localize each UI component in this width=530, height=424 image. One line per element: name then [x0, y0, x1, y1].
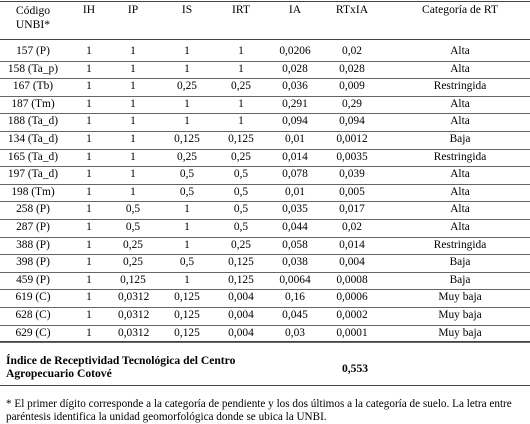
- cell-categoria: Muy baja: [438, 309, 482, 321]
- cell-rtxia: 0,017: [339, 203, 365, 216]
- row-divider: [0, 342, 530, 343]
- cell-ip: 0,0312: [118, 309, 150, 321]
- cell-ip: 1: [130, 133, 136, 145]
- cell-codigo: 258 (P): [16, 203, 50, 216]
- table-row: [0, 79, 530, 97]
- cell-irt: 1: [238, 97, 244, 110]
- cell-ih: 1: [86, 256, 92, 269]
- cell-ip: 1: [130, 115, 136, 128]
- cell-codigo: 628 (C): [15, 309, 51, 321]
- cell-categoria: Alta: [450, 185, 470, 198]
- cell-ip: 0,125: [120, 273, 146, 286]
- cell-codigo: 197 (Ta_d): [7, 168, 59, 181]
- table-row: [0, 202, 530, 220]
- cell-ia: 0,16: [285, 291, 305, 304]
- cell-categoria: Muy baja: [438, 326, 482, 339]
- cell-ip: 1: [130, 45, 136, 57]
- cell-ia: 0,044: [282, 221, 308, 233]
- cell-irt: 0,25: [231, 150, 251, 163]
- cell-irt: 0,125: [228, 256, 254, 269]
- cell-ia: 0,078: [282, 168, 308, 181]
- cell-ip: 1: [130, 97, 136, 110]
- cell-categoria: Alta: [450, 62, 470, 75]
- table-row: [0, 150, 530, 168]
- table-row: [0, 132, 530, 150]
- table-top-rule: [0, 1, 530, 2]
- cell-codigo: 198 (Tm): [11, 185, 55, 198]
- cell-ih: 1: [86, 203, 92, 216]
- cell-rtxia: 0,0001: [336, 326, 368, 339]
- table-row: [0, 290, 530, 308]
- table-body-bottom-rule: [0, 341, 530, 342]
- cell-ih: 1: [86, 133, 92, 145]
- cell-categoria: Restringida: [433, 238, 487, 251]
- cell-ia: 0,01: [285, 133, 305, 145]
- cell-is: 1: [184, 221, 190, 233]
- cell-ip: 0,25: [123, 238, 143, 251]
- header-bottom-rule: [0, 39, 530, 40]
- cell-is: 0,25: [177, 150, 197, 163]
- cell-ih: 1: [86, 221, 92, 233]
- cell-codigo: 398 (P): [16, 256, 50, 269]
- cell-ia: 0,035: [282, 203, 308, 216]
- table-row: [0, 114, 530, 132]
- cell-rtxia: 0,005: [339, 185, 365, 198]
- header-is: IS: [181, 3, 193, 16]
- cell-rtxia: 0,02: [342, 221, 362, 233]
- cell-ih: 1: [86, 62, 92, 75]
- table-row: [0, 62, 530, 80]
- table-row: [0, 238, 530, 256]
- cell-categoria: Alta: [450, 97, 470, 110]
- cell-codigo: 388 (P): [16, 238, 50, 251]
- cell-irt: 0,5: [233, 221, 249, 233]
- cell-ia: 0,045: [282, 309, 308, 321]
- cell-ia: 0,0064: [279, 273, 311, 286]
- cell-is: 0,5: [179, 185, 195, 198]
- cell-categoria: Restringida: [433, 150, 487, 163]
- cell-is: 1: [184, 45, 190, 57]
- header-irt: IRT: [232, 3, 250, 16]
- cell-is: 1: [184, 62, 190, 75]
- cell-ia: 0,014: [282, 150, 308, 163]
- header-rtxia: RTxIA: [335, 3, 369, 16]
- cell-ip: 0,5: [125, 203, 141, 216]
- cell-irt: 0,125: [228, 133, 254, 145]
- table-row: [0, 185, 530, 203]
- cell-ia: 0,0206: [279, 45, 311, 57]
- cell-ip: 0,0312: [118, 326, 150, 339]
- cell-is: 0,25: [177, 80, 197, 93]
- cell-rtxia: 0,0035: [336, 150, 368, 163]
- cell-codigo: 158 (Ta_p): [7, 62, 59, 75]
- header-codigo: Código UNBI*: [15, 4, 51, 31]
- cell-ip: 1: [130, 80, 136, 93]
- total-bottom-rule: [0, 385, 530, 386]
- cell-categoria: Baja: [449, 133, 471, 145]
- cell-is: 1: [184, 203, 190, 216]
- cell-irt: 0,5: [233, 203, 249, 216]
- cell-categoria: Alta: [450, 221, 470, 233]
- cell-irt: 0,004: [228, 309, 254, 321]
- header-categoria: Categoría de RT: [422, 3, 498, 16]
- cell-ia: 0,094: [282, 115, 308, 128]
- cell-ih: 1: [86, 238, 92, 251]
- cell-irt: 0,25: [231, 238, 251, 251]
- cell-irt: 0,125: [228, 273, 254, 286]
- cell-codigo: 134 (Ta_d): [7, 133, 59, 145]
- cell-categoria: Baja: [449, 256, 471, 269]
- cell-ih: 1: [86, 309, 92, 321]
- cell-irt: 1: [238, 115, 244, 128]
- cell-rtxia: 0,02: [342, 45, 362, 57]
- table-row: [0, 308, 530, 326]
- table-row: [0, 220, 530, 238]
- cell-codigo: 459 (P): [16, 273, 50, 286]
- cell-is: 0,125: [174, 291, 200, 304]
- cell-is: 0,5: [179, 168, 195, 181]
- cell-categoria: Alta: [450, 203, 470, 216]
- cell-is: 0,125: [174, 309, 200, 321]
- cell-irt: 0,5: [233, 168, 249, 181]
- cell-is: 0,5: [179, 256, 195, 269]
- total-value: 0,553: [341, 362, 369, 375]
- cell-ia: 0,058: [282, 238, 308, 251]
- cell-categoria: Alta: [450, 45, 470, 57]
- cell-ip: 0,0312: [118, 291, 150, 304]
- cell-codigo: 157 (P): [16, 45, 50, 57]
- cell-categoria: Alta: [450, 168, 470, 181]
- cell-is: 1: [184, 115, 190, 128]
- cell-irt: 1: [238, 45, 244, 57]
- cell-irt: 0,004: [228, 326, 254, 339]
- cell-ia: 0,028: [282, 62, 308, 75]
- footnote: * El primer dígito corresponde a la categoría de pendiente y los dos últimos a la categoría de suelo. La letra entre paréntesis identifica la unidad geomorfológica donde se ubica la UNBI.: [6, 398, 512, 423]
- cell-codigo: 167 (Tb): [12, 80, 54, 93]
- cell-ia: 0,01: [285, 185, 305, 198]
- cell-categoria: Restringida: [433, 80, 487, 93]
- cell-rtxia: 0,014: [339, 238, 365, 251]
- cell-rtxia: 0,028: [339, 62, 365, 75]
- table-row: [0, 255, 530, 273]
- cell-codigo: 165 (Ta_d): [7, 150, 59, 163]
- cell-categoria: Muy baja: [438, 291, 482, 304]
- cell-irt: 0,5: [233, 185, 249, 198]
- cell-ip: 1: [130, 168, 136, 181]
- cell-ih: 1: [86, 273, 92, 286]
- cell-ih: 1: [86, 150, 92, 163]
- total-label: Índice de Receptividad Tecnológica del Centro Agropecuario Cotové: [6, 354, 236, 380]
- cell-ih: 1: [86, 168, 92, 181]
- table-row: [0, 273, 530, 291]
- cell-ip: 0,25: [123, 256, 143, 269]
- cell-rtxia: 0,039: [339, 168, 365, 181]
- cell-rtxia: 0,0006: [336, 291, 368, 304]
- cell-rtxia: 0,094: [339, 115, 365, 128]
- header-row: [0, 4, 530, 40]
- cell-is: 1: [184, 273, 190, 286]
- cell-is: 0,125: [174, 326, 200, 339]
- cell-ih: 1: [86, 326, 92, 339]
- table-row: [0, 97, 530, 115]
- cell-codigo: 619 (C): [15, 291, 51, 304]
- cell-rtxia: 0,009: [339, 80, 365, 93]
- cell-irt: 0,25: [231, 80, 251, 93]
- cell-ip: 1: [130, 150, 136, 163]
- cell-rtxia: 0,29: [342, 97, 362, 110]
- table-row: [0, 167, 530, 185]
- header-ih: IH: [82, 3, 96, 16]
- cell-ia: 0,03: [285, 326, 305, 339]
- cell-ip: 1: [130, 62, 136, 75]
- cell-codigo: 629 (C): [15, 326, 51, 339]
- cell-codigo: 188 (Ta_d): [7, 115, 59, 128]
- cell-ia: 0,036: [282, 80, 308, 93]
- cell-codigo: 187 (Tm): [11, 97, 55, 110]
- cell-irt: 0,004: [228, 291, 254, 304]
- cell-is: 1: [184, 238, 190, 251]
- cell-rtxia: 0,0012: [336, 133, 368, 145]
- cell-rtxia: 0,0002: [336, 309, 368, 321]
- header-ia: IA: [288, 3, 302, 16]
- cell-categoria: Alta: [450, 115, 470, 128]
- cell-ih: 1: [86, 291, 92, 304]
- cell-rtxia: 0,0008: [336, 273, 368, 286]
- cell-categoria: Baja: [449, 273, 471, 286]
- cell-ih: 1: [86, 185, 92, 198]
- table-row: [0, 44, 530, 62]
- cell-ip: 0,5: [125, 221, 141, 233]
- cell-irt: 1: [238, 62, 244, 75]
- cell-is: 1: [184, 97, 190, 110]
- cell-ia: 0,291: [282, 97, 308, 110]
- cell-ih: 1: [86, 80, 92, 93]
- cell-ih: 1: [86, 115, 92, 128]
- header-ip: IP: [127, 3, 139, 16]
- cell-codigo: 287 (P): [16, 221, 50, 233]
- cell-ia: 0,038: [282, 256, 308, 269]
- cell-ih: 1: [86, 97, 92, 110]
- cell-rtxia: 0,004: [339, 256, 365, 269]
- cell-is: 0,125: [174, 133, 200, 145]
- cell-ih: 1: [86, 45, 92, 57]
- cell-ip: 1: [130, 185, 136, 198]
